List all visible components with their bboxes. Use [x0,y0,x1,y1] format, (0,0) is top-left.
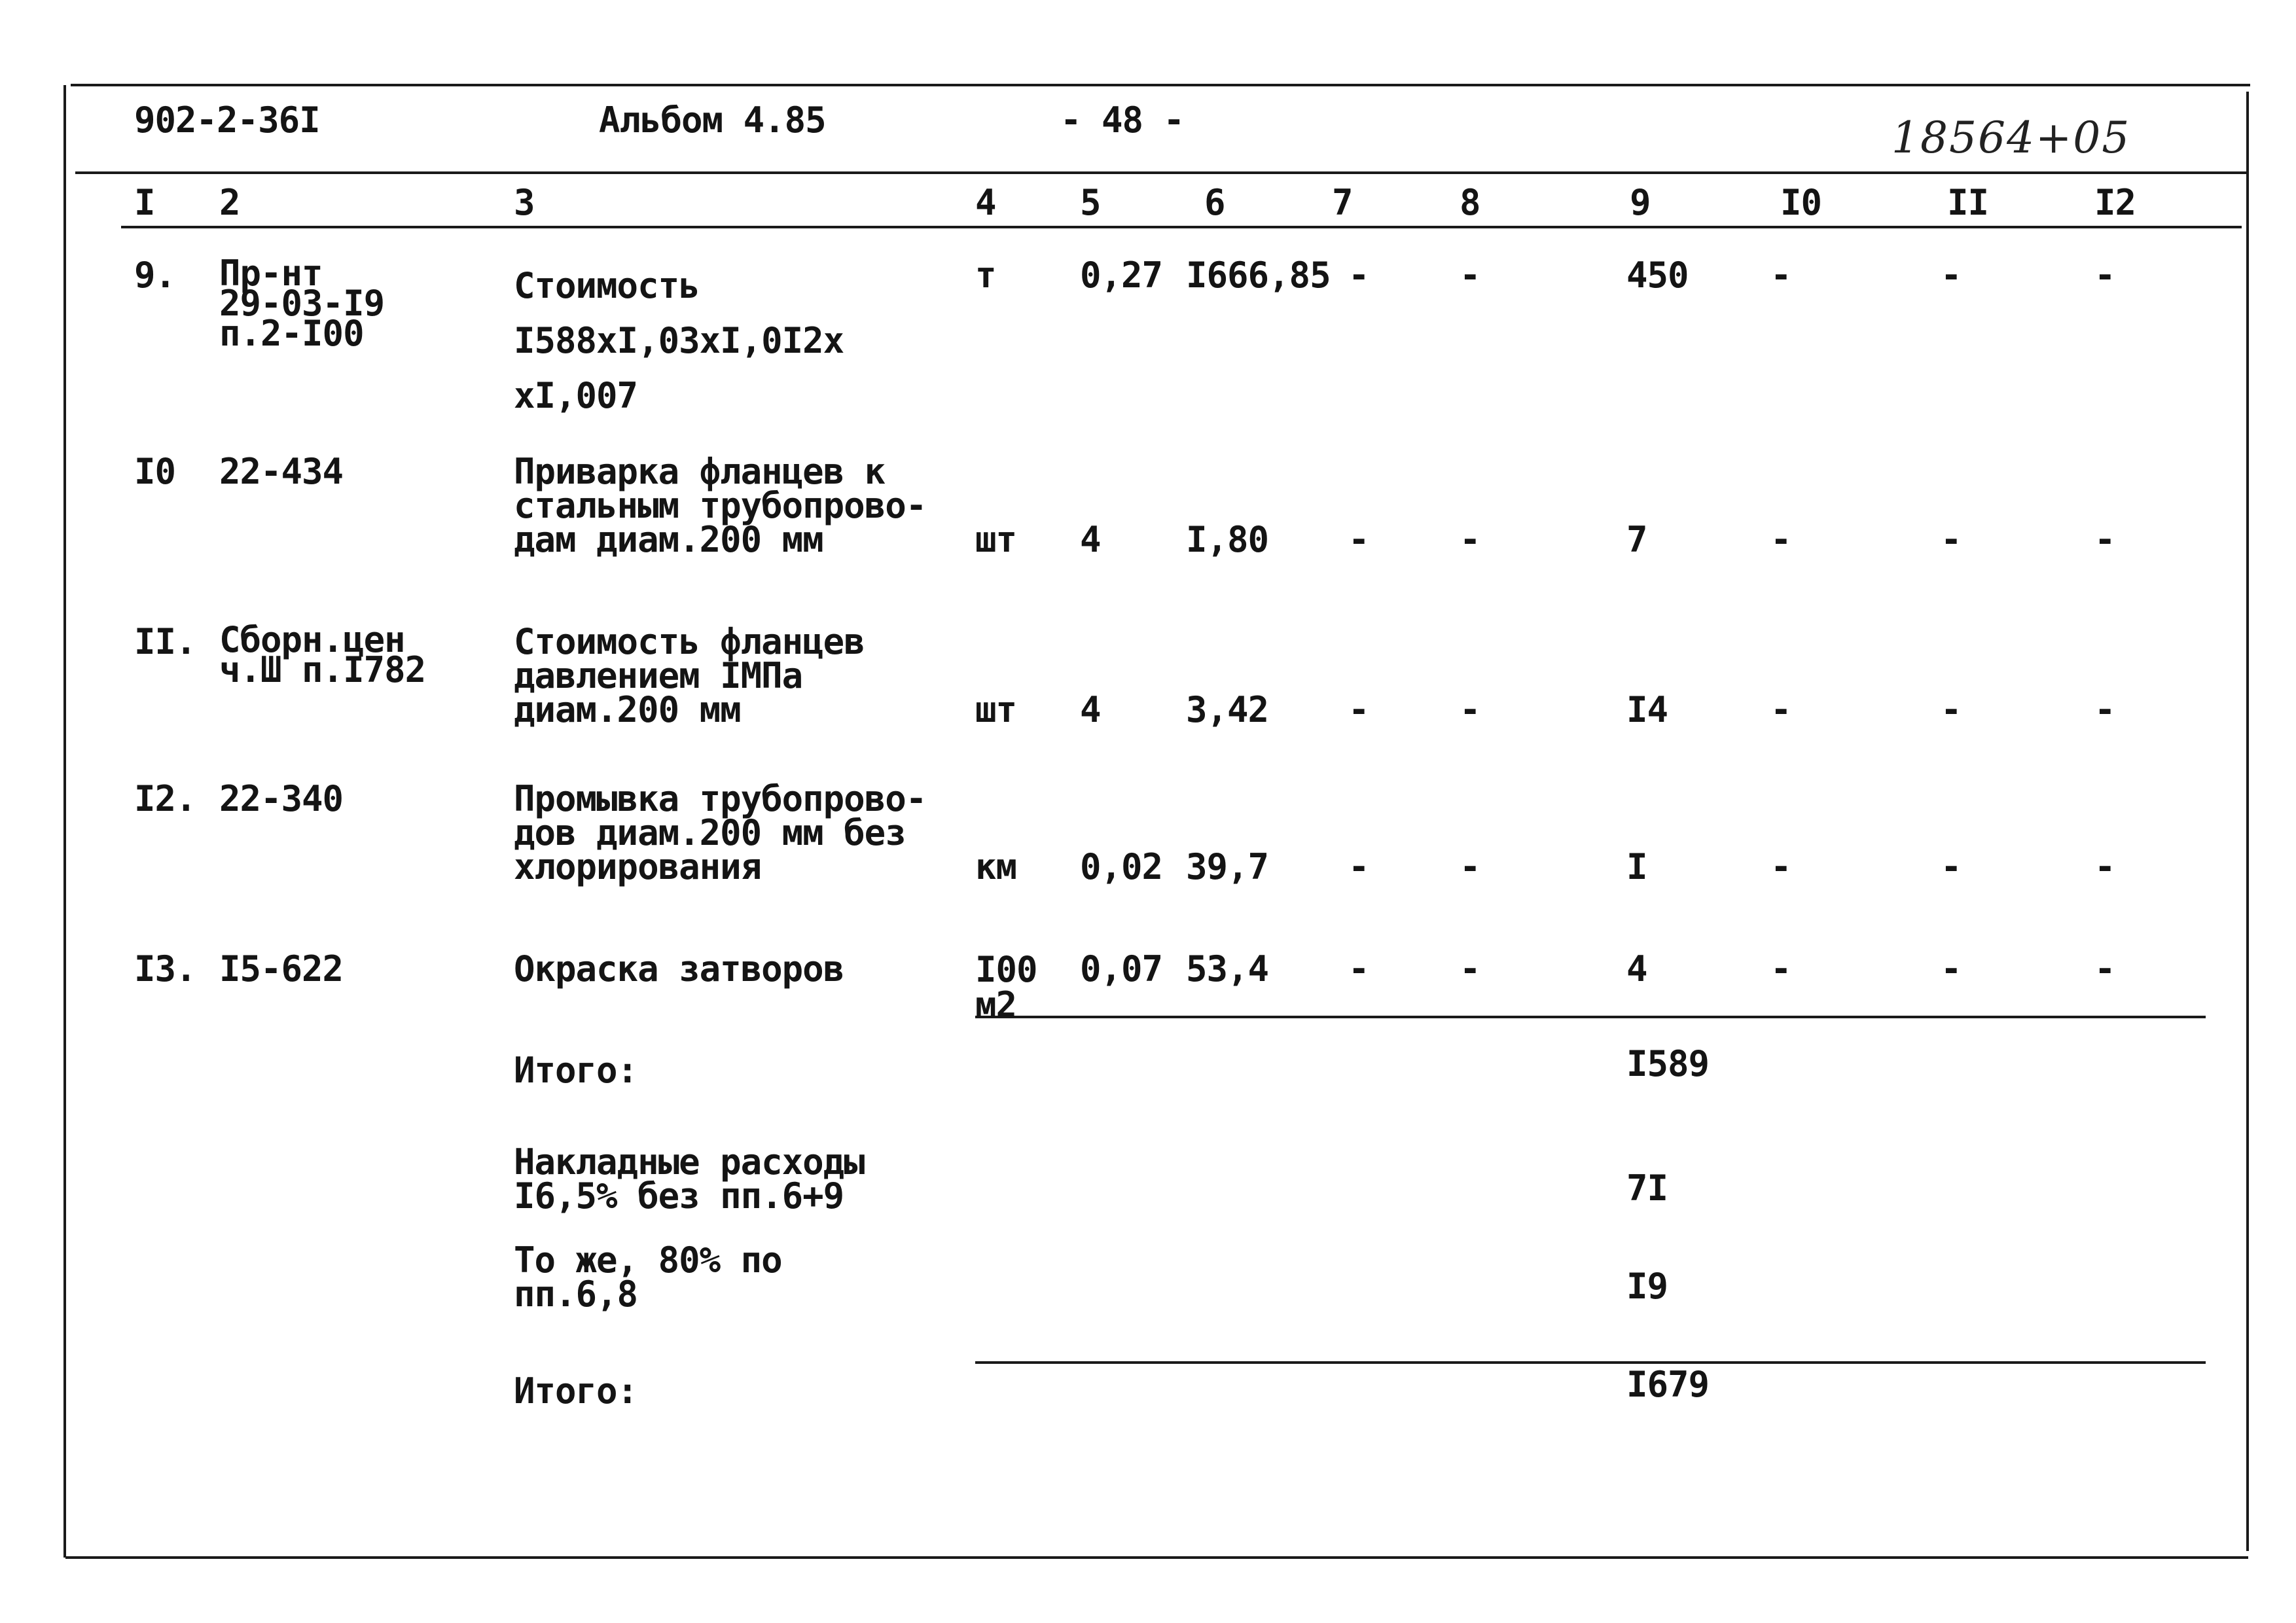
unit: т [975,255,996,296]
unit: шт [975,519,1017,560]
col8-value: - [1460,689,1480,730]
column-number: 3 [514,182,535,223]
unit-price: 3,42 [1186,689,1269,730]
total-cost: I4 [1626,689,1668,730]
col11-value: - [1941,255,1962,296]
col10-value: - [1770,948,1791,990]
work-description: Стоимость фланцев давлением IМПа диам.200 мм [514,621,865,730]
unit-price: I666,85 [1186,255,1331,296]
col7-value: - [1348,948,1369,990]
subtotal-divider [975,1016,2206,1018]
col11-value: - [1941,948,1962,990]
col8-value: - [1460,519,1480,560]
unit: шт [975,689,1017,730]
column-number: 2 [219,182,240,223]
price-code: 22-340 [219,778,344,819]
unit: км [975,846,1017,887]
col7-value: - [1348,255,1369,296]
work-description: Стоимость I588xI,03xI,0I2x xI,007 [514,265,844,416]
quantity: 4 [1080,519,1101,560]
col12-value: - [2094,255,2115,296]
price-code: Сборн.цен ч.Ш п.I782 [219,619,426,690]
album-label: Альбом 4.85 [599,99,826,141]
page-number: - 48 - [1060,99,1185,141]
price-code: Пр-нт 29-03-I9 п.2-I00 [219,253,385,354]
column-number: I2 [2094,182,2136,223]
document-code: 902-2-36I [134,99,320,141]
column-number: 7 [1332,182,1353,223]
column-number-divider [121,226,2242,228]
col10-value: - [1770,846,1791,887]
total-divider [975,1361,2206,1364]
total-cost: I [1626,846,1647,887]
col8-value: - [1460,948,1480,990]
header-divider [75,171,2247,174]
price-code: 22-434 [219,451,344,492]
row-number: I3. [134,948,196,990]
total-cost: 450 [1626,255,1689,296]
column-number: I [134,182,155,223]
quantity: 0,02 [1080,846,1163,887]
column-number: 9 [1630,182,1651,223]
quantity: 0,07 [1080,948,1163,990]
work-description: Промывка трубопрово- дов диам.200 мм без хлорирования [514,778,927,887]
col11-value: - [1941,689,1962,730]
row-number: 9. [134,255,176,296]
column-number: 6 [1204,182,1225,223]
row-number: I0 [134,451,176,492]
summary-label: Итого: [514,1370,638,1412]
unit-price: 53,4 [1186,948,1269,990]
total-cost: 7 [1626,519,1647,560]
summary-value: 7I [1626,1168,1668,1209]
top-border [71,84,2250,86]
col10-value: - [1770,255,1791,296]
row-number: II. [134,621,196,662]
col11-value: - [1941,519,1962,560]
summary-label: Накладные расходы I6,5% без пп.6+9 [514,1141,865,1217]
col11-value: - [1941,846,1962,887]
column-number: II [1947,182,1989,223]
quantity: 0,27 [1080,255,1163,296]
price-code: I5-622 [219,948,344,990]
quantity: 4 [1080,689,1101,730]
row-number: I2. [134,778,196,819]
col8-value: - [1460,846,1480,887]
col7-value: - [1348,846,1369,887]
col7-value: - [1348,689,1369,730]
right-border [2246,92,2249,1551]
col12-value: - [2094,948,2115,990]
summary-value: I589 [1626,1043,1710,1084]
unit: I00 м2 [975,949,1037,1026]
column-number: I0 [1780,182,1822,223]
unit-price: 39,7 [1186,846,1269,887]
column-number: 5 [1080,182,1101,223]
bottom-border [65,1556,2248,1559]
unit-price: I,80 [1186,519,1269,560]
col10-value: - [1770,689,1791,730]
total-cost: 4 [1626,948,1647,990]
summary-label: Итого: [514,1050,638,1091]
col8-value: - [1460,255,1480,296]
work-description: Приварка фланцев к стальным трубопрово- дам диам.200 мм [514,451,927,560]
summary-label: То же, 80% по пп.6,8 [514,1240,782,1315]
handwritten-inventory-number: 18564+05 [1892,113,2131,163]
column-number: 8 [1460,182,1480,223]
column-number: 4 [975,182,996,223]
col12-value: - [2094,519,2115,560]
summary-value: I679 [1626,1364,1710,1405]
summary-value: I9 [1626,1266,1668,1307]
left-border [63,85,66,1558]
col7-value: - [1348,519,1369,560]
col12-value: - [2094,689,2115,730]
work-description: Окраска затворов [514,948,844,990]
col12-value: - [2094,846,2115,887]
col10-value: - [1770,519,1791,560]
